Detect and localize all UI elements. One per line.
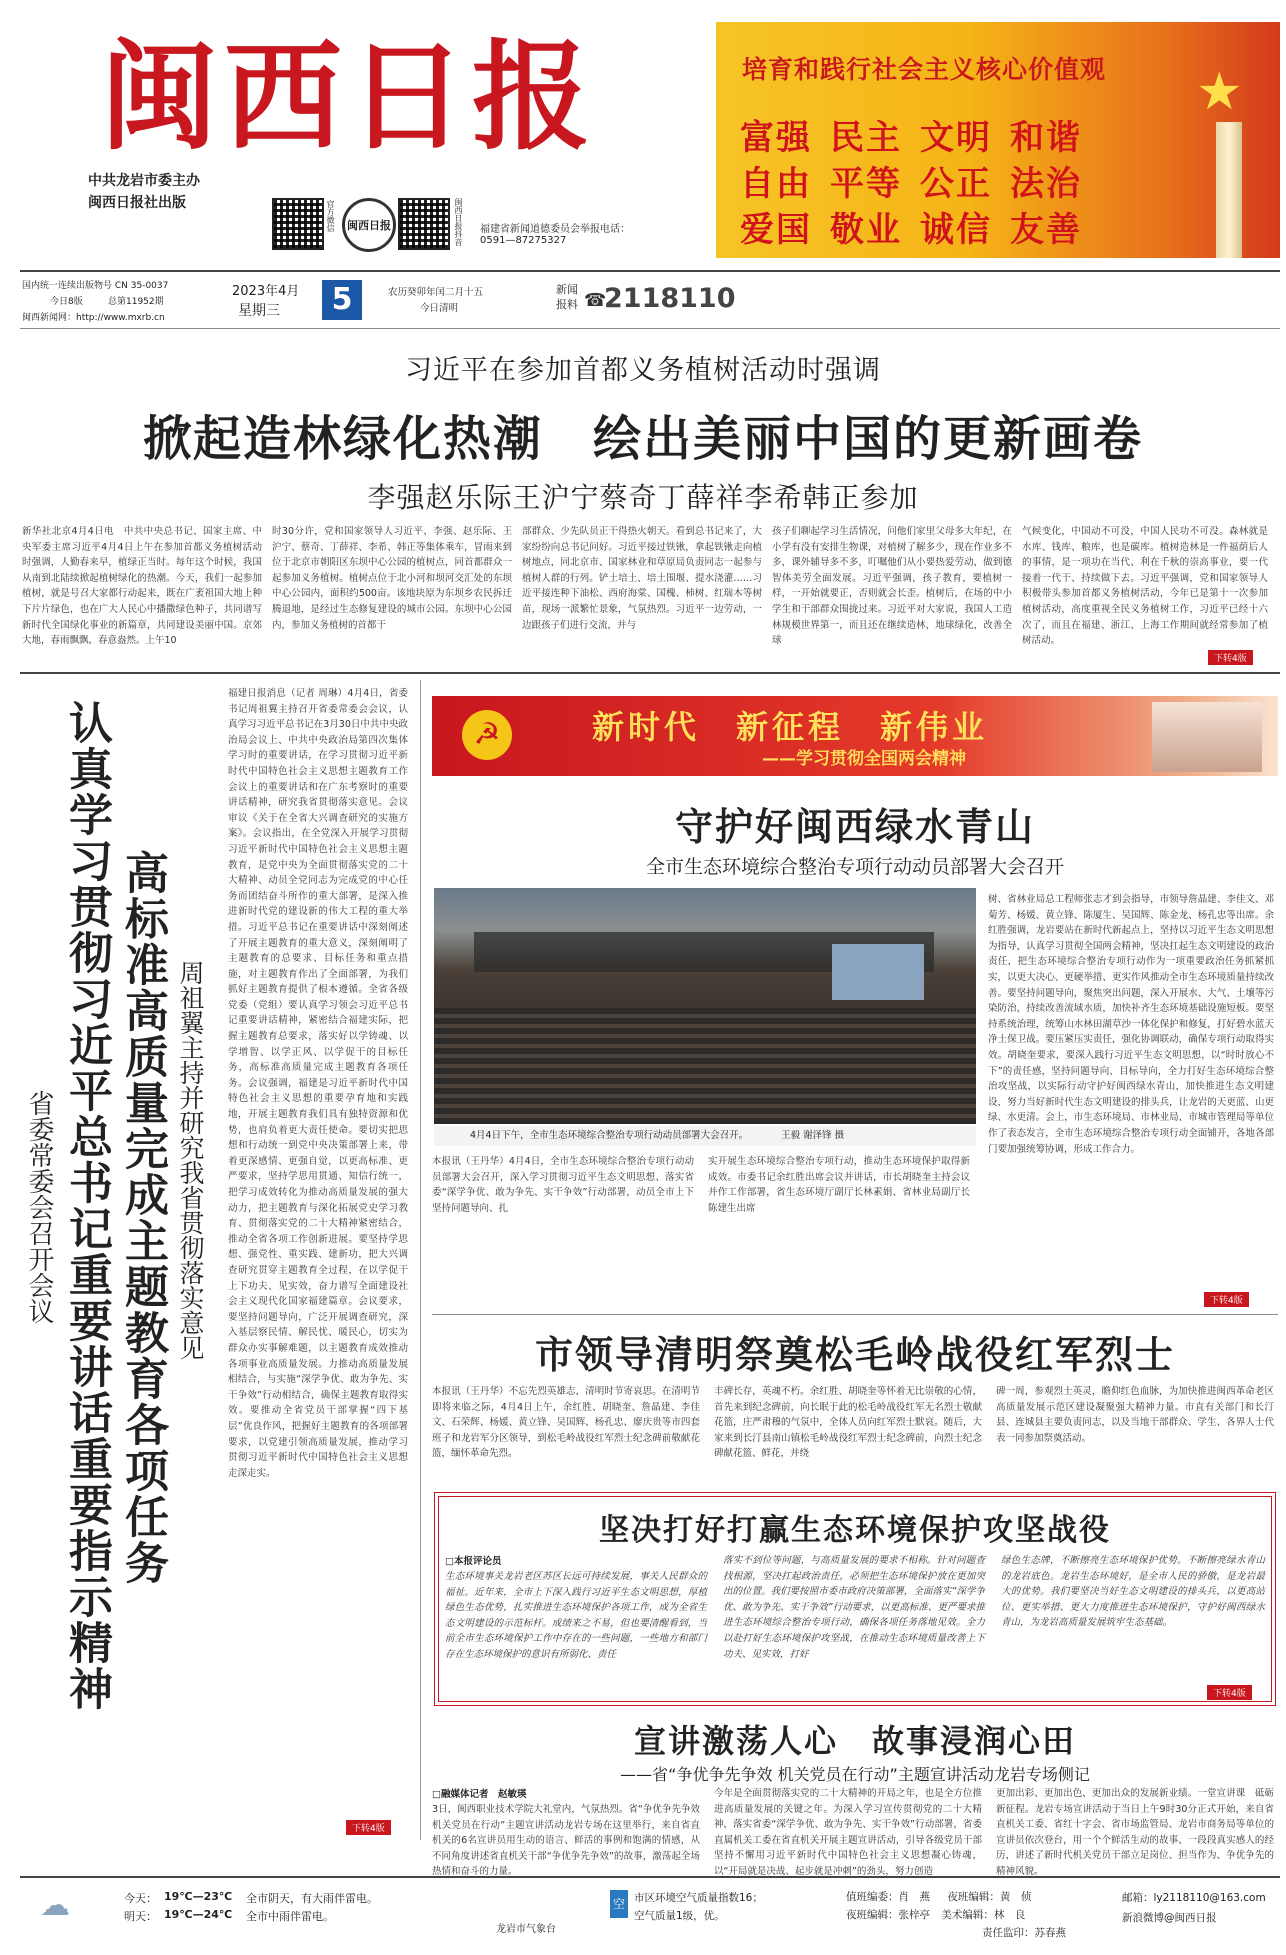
banner-title: 新时代 新征程 新伟业 <box>592 708 989 746</box>
editor-label: 责任监印： <box>982 1927 1035 1939</box>
commentary-col-1: 生态环境事关龙岩老区苏区长远可持续发展，事关人民群众的福祉。近年来，全市上下深入践行习近平生态文明思想，厚植绿色生态优势，扎实推进生态环境保护各项工作，成为全省生态文明建设的示范标杆。成绩来之不易，但也要清醒看到，当前全市生态环境保护工作中存在的一些问题，一些地方和部门存在生态环境保护的意识有所弱化、责任 <box>445 1571 707 1660</box>
date-ym: 2023年4月 <box>232 284 300 299</box>
value-word: 公正 <box>920 164 992 204</box>
editor-row-3 <box>846 1924 1116 1942</box>
values-row-2 <box>740 156 1180 202</box>
photo-screen <box>832 944 924 1000</box>
values-grid <box>740 110 1180 248</box>
lead-col-1: 新华社北京4月4日电 中共中央总书记、国家主席、中央军委主席习近平4月4日上午在参加首都义务植树活动时强调，人勤春来早，植绿正当时。每年这个时候，我国从南到北陆续掀起植树绿化的热潮。今天，我们一起参加植树，就是号召大家都行动起来，既在广袤祖国大地上种下片片绿色，也在广大人民心中播撒绿色种子，共同谱写新时代全国绿化事业的新篇章，共同建设美丽中国。京郊大地，春雨飘飘，春意盎然。上午10 <box>22 526 262 647</box>
email-value[interactable]: ly2118110@163.com <box>1153 1892 1266 1904</box>
value-word: 爱国 <box>740 210 812 250</box>
masthead-title: 闽西日报 <box>100 27 597 166</box>
organizer: 中共龙岩市委主办 <box>88 173 200 189</box>
editor-name: 肖 燕 <box>898 1891 930 1903</box>
photo-audience <box>434 1008 976 1124</box>
editor-row-2 <box>846 1906 1116 1924</box>
value-word: 敬业 <box>830 210 902 250</box>
weather-tomorrow-temp: 19℃—24℃ <box>164 1908 233 1921</box>
weather-source: 龙岩市气象台 <box>496 1924 556 1935</box>
campaign-col-3: 更加出彩、更加出色、更加出众的发展新业绩。一堂宣讲课 砥砺新征程。龙岩专场宣讲活动于当日上午9时30分正式开始，来自省直机关工委、省红十字会、省市场监管局、龙岩市商务局等单位的宣讲员依次登台，用一个个鲜活生动的故事、一段段真实感人的经历，讲述了新时代机关党员干部立足岗位、担当作为、争优争先的精神风貌。 <box>996 1788 1274 1877</box>
photo-credit: 王毅 谢泽锋 摄 <box>781 1130 845 1141</box>
value-word: 自由 <box>740 164 812 204</box>
website: 闽西新闻网：http://www.mxrb.cn <box>22 313 165 323</box>
hotline-label: 福建省新闻道德委员会举报电话： <box>480 224 630 235</box>
qr-code-icon <box>272 198 324 250</box>
commentary-col-2: 落实不到位等问题，与高质量发展的要求不相称。针对问题查找根源，坚决扛起政治责任，必须把生态环境保护放在更加突出的位置。我们要按照市委市政府决策部署，全面落实“深学争优、敢为争先、实干争效”行动要求，以更高标准、更严要求推进生态环境综合整治专项行动，确保各项任务落地见效。全力以赴打好生态环境保护攻坚战，在推动生态环境质量改善上下功夫、见实效，打好 <box>723 1555 985 1660</box>
editor-name: 林 良 <box>993 1909 1026 1921</box>
lead-col-4: 孩子们聊起学习生活情况，问他们家里父母多大年纪，在小学有没有安排生物课，对植树了解多少，现在作业多不多，课外辅导多不多，叮嘱他们从小要热爱劳动，做到德智体美劳全面发展。习近平强调，孩子教育，要植树一样，一开始就要正，否则就会长歪。植树后，在场的中小学生和干部群众围拢过来。习近平对大家说，我国人工造林规模世界第一，而且还在继续造林，地球绿化，改善全球 <box>772 526 1012 647</box>
campaign-col-1: 3日，闽西职业技术学院大礼堂内，气氛热烈。省“争优争先争效 机关党员在行动”主题宣讲活动龙岩专场在这里举行，来自省直机关的6名宣讲员用生动的语言、鲜活的事例和饱满的情感，从不同角度讲述省直机关干部“争优争先争效”的故事，激荡起全场热情和奋斗的力量。 <box>432 1804 700 1878</box>
flag-star-icon: ★ <box>1196 62 1243 122</box>
qr-code-douyin-icon <box>398 198 450 250</box>
photo-caption <box>434 1126 976 1146</box>
campaign-headline: 宣讲激荡人心 故事浸润心田 <box>633 1722 1076 1760</box>
commentary-headline: 坚决打好打赢生态环境保护攻坚战役 <box>599 1513 1111 1548</box>
values-row-1 <box>740 110 1180 156</box>
commentary-col-3: 绿色生态牌，不断擦亮生态环境保护优势。不断擦亮绿水青山的龙岩底色。龙岩生态环境好，是全市人民的骄傲，是龙岩最大的优势。我们要坚决当好生态文明建设的排头兵，以更高站位、更实举措、更大力度推进生态环境保护，守护好闽西绿水青山，为龙岩高质量发展筑牢生态基础。 <box>1001 1555 1265 1629</box>
lead-kicker: 习近平在参加首都义务植树活动时强调 <box>405 355 881 386</box>
green-continued: 下转4版 <box>1204 1292 1249 1307</box>
editor-label: 夜班编辑： <box>846 1909 899 1921</box>
editor-name: 黄 侦 <box>999 1891 1032 1903</box>
memorial-col-2: 丰碑长存，英魂不朽。余红胜、胡晓奎等怀着无比崇敬的心情，首先来到纪念碑前，向长眠于此的松毛岭战役红军无名烈士敬献花篮，庄严肃穆的气氛中，全体人员向红军烈士默哀。随后，大家来到长汀县南山镇松毛岭战役红军烈士纪念碑前，向烈士纪念碑献花篮、鲜花，并绕 <box>714 1386 982 1460</box>
left-headline-2: 高标准高质量完成主题教育各项任务 <box>117 850 168 1586</box>
email-label: 邮箱： <box>1122 1892 1154 1904</box>
contact-email <box>1122 1890 1266 1905</box>
publisher: 闽西日报社出版 <box>88 195 186 211</box>
weather-today-label: 今天： <box>124 1892 157 1905</box>
green-headline: 守护好闽西绿水青山 <box>674 805 1035 849</box>
left-article-body: 福建日报消息（记者 周琳）4月4日，省委书记周祖翼主持召开省委常委会会议，认真学习习近平总书记在3月30日中共中央政治局会议上、中共中央政治局第四次集体学习时的重要讲话，在学习贯彻习近平新时代中国特色社会主义思想主题教育工作会议上的重要讲话和在广东考察时的重要讲话精神，研究我省贯彻落实意见。会议审议《关于在全省大兴调查研究的实施方案》。会议指出，在全党深入开展学习贯彻习近平新时代中国特色社会主义思想主题教育，是党中央为全面贯彻落实党的二十大精神、动员全党同志为完成党的中心任务而团结奋斗所作的重大部署，是深入推进新时代党的建设新的伟大工程的重大举措。习近平总书记在重要讲话中深刻阐述了开展主题教育的重大意义，深刻阐明了主题教育的总要求、目标任务和重点措施，对主题教育作出了全面部署，为我们抓好主题教育提供了根本遵循。全省各级党委（党组）要认真学习领会习近平总书记重要讲话精神，紧密结合福建实际，把握主题教育总要求，落实好以学铸魂、以学增智、以学正风、以学促干的目标任务，高标准高质量完成主题教育各项任务。会议强调，福建是习近平新时代中国特色社会主义思想的重要孕育地和实践地，开展主题教育我们具有独特资源和优势，也肩负着更大责任使命。要切实把思想和行动统一到党中央决策部署上来，带着更深感情、更强自觉，以更高标准、更严要求，坚持学思用贯通、知信行统一，把学习成效转化为推动高质量发展的强大动力，把主题教育与深化拓展党史学习教育、贯彻落实党的二十大精神紧密结合，推动全省各项工作创新进展。要坚持学思想、强党性、重实践、建新功，把大兴调查研究贯穿主题教育全过程，在以学促干上下功夫、见实效，奋力谱写全面建设社会主义现代化国家福建篇章。会议要求，要坚持问题导向，广泛开展调查研究，深入基层察民情、解民忧、暖民心，切实为群众办实事解难题，以主题教育成效推动各项事业高质量发展。力推动高质量发展相结合，与实施“深学争优、敢为争先、实干争效”行动相结合，确保主题教育取得实效。要推动全省党员干部掌握“四下基层”优良作风，把握好主题教育的各项部署要求，以党建引领高质量发展，推动学习贯彻习近平新时代中国特色社会主义思想走深走实。 <box>228 688 408 1479</box>
value-word: 友善 <box>1010 210 1082 250</box>
value-word: 法治 <box>1010 164 1082 204</box>
air-quality-line2: 空气质量1级，优。 <box>634 1910 725 1922</box>
commentary-continued: 下转4版 <box>1207 1685 1252 1700</box>
value-word: 民主 <box>830 118 902 158</box>
page-count: 今日8版 <box>50 297 83 307</box>
memorial-headline: 市领导清明祭奠松毛岭战役红军烈士 <box>534 1333 1175 1377</box>
banner-subtitle: ——学习贯彻全国两会精神 <box>762 749 966 769</box>
logo-badge-label: 闽西日报 <box>347 219 391 232</box>
editor-name: 苏春燕 <box>1034 1927 1066 1939</box>
value-word: 和谐 <box>1010 118 1082 158</box>
weather-today-temp: 19℃—23℃ <box>164 1890 233 1903</box>
monument-image <box>1152 702 1262 772</box>
news-tip-label: 新闻报料 <box>556 283 578 311</box>
green-col-2: 实开展生态环境综合整治专项行动，推动生态环境保护取得新成效。市委书记余红胜出席会议并讲话，市长胡晓奎主持会议并作工作部署，省生态环境厅副厅长林素娟、省林业局副厅长陈建生出席 <box>708 1156 970 1214</box>
left-subhead: 周祖翼主持并研究我省贯彻落实意见 <box>176 960 205 1360</box>
photo-caption-text: 4月4日下午，全市生态环境综合整治专项行动动员部署大会召开。 <box>470 1130 749 1141</box>
issue-number: 总第11952期 <box>108 297 164 307</box>
green-subhead: 全市生态环境综合整治专项行动动员部署大会召开 <box>645 856 1064 878</box>
green-col-1: 本报讯（王丹华）4月4日，全市生态环境综合整治专项行动动员部署大会召开，深入学习贯彻习近平生态文明思想、落实省委“深学争优、敢为争先、实干争效”行动部署，动员全市上下坚持问题导向、扎 <box>432 1156 694 1214</box>
memorial-col-1: 本报讯（王丹华）不忘先烈英雄志，清明时节寄哀思。在清明节即将来临之际，4月4日上午，余红胜、胡晓奎、詹晶建、李佳文、石荣辉、杨媛、黄立锋、吴国辉、杨孔忠、廖庆贵等市四套班子和龙岩军分区领导，到松毛岭战役红军烈士纪念碑前敬献花篮，缅怀革命先烈。 <box>432 1386 700 1460</box>
date-day: 5 <box>322 280 362 320</box>
lead-col-5: 气候变化，中国动不可没，中国人民功不可没。森林就是水库、钱库、粮库，也是碳库。植树造林是一件福荫后人的事情，是一项功在当代、利在千秋的崇高事业，要一代接着一代干、持续做下去。习近平强调，党和国家领导人积极带头参加首都义务植树活动，今年已是第十一次参加植树活动，高度重视全民义务植树工作，习近平已经十六次了，而且在福建、浙江、上海工作期间就经常参加了植树活动。 <box>1022 526 1268 647</box>
editor-label: 夜班编辑： <box>947 1891 1000 1903</box>
commentary-byline: □本报评论员 <box>445 1556 502 1567</box>
campaign-subhead: ——省“争优争先争效 机关党员在行动”主题宣讲活动龙岩专场侧记 <box>620 1765 1090 1784</box>
green-right-text: 树、省林业局总工程师张志才到会指导，市领导詹晶建、李佳文、邓菊芳、杨媛、黄立锋、陈厦生、吴国辉、陈金龙、杨孔忠等出席。余红胜强调，龙岩要站在新时代新起点上，坚持以习近平生态文明思想为指导，认真学习贯彻全国两会精神，坚决扛起生态文明建设的政治责任，把生态环境综合整治专项行动作为一项重要政治任务抓紧抓实，以更大决心、更硬举措、更实作风推动全市生态环境质量持续改善。要坚持问题导向，聚焦突出问题，深入开展水、大气、土壤等污染防治，持续改善流域水质，加快补齐生态环境基础设施短板。要坚持系统治理，统筹山水林田湖草沙一体化保护和修复，打好碧水蓝天净土保卫战。要压紧压实责任，强化协调联动，确保专项行动取得实效。胡晓奎要求，要深入践行习近平生态文明思想，以“时时放心不下”的责任感，坚持问题导向、目标导向，全力打好生态环境综合整治攻坚战，以实际行动守护好闽西绿水青山，加快推进生态文明建设，努力当好新时代生态文明建设的排头兵，让龙岩的天更蓝、山更绿、水更清。会上，市生态环境局、市林业局、市城市管理局等单位作了表态发言，全市生态环境综合整治专项行动全面铺开，各地各部门要加强统筹协调，形成工作合力。 <box>988 894 1274 1155</box>
weibo-account[interactable]: 新浪微博@闽西日报 <box>1122 1912 1217 1924</box>
cn-number: 国内统一连续出版物号 CN 35-0037 <box>22 281 169 291</box>
left-headline-1: 认真学习贯彻习近平总书记重要讲话重要指示精神 <box>61 700 112 1712</box>
lead-continued: 下转4版 <box>1208 650 1253 665</box>
logo-badge-icon <box>342 198 396 252</box>
solar-term: 今日清明 <box>420 303 459 314</box>
lunar-date: 农历癸卯年闰二月十五 <box>388 287 484 298</box>
commentary-box <box>434 1492 1276 1706</box>
qr-caption: 官方微信 <box>326 200 335 232</box>
editor-label: 值班编委： <box>846 1891 899 1903</box>
values-row-3 <box>740 202 1180 248</box>
news-tip-number: 2118110 <box>604 283 736 314</box>
lead-headline: 掀起造林绿化热潮 绘出美丽中国的更新画卷 <box>142 411 1143 467</box>
weather-tomorrow-desc: 全市中雨伴雷电。 <box>246 1910 334 1923</box>
values-heading: 培育和践行社会主义核心价值观 <box>742 55 1107 84</box>
lead-subhead: 李强赵乐际王沪宁蔡奇丁薛祥李希韩正参加 <box>367 481 919 514</box>
hotline-number: 0591—87275327 <box>480 235 567 246</box>
memorial-col-3: 碑一周，参观烈士英灵，瞻仰红色血脉，为加快推进闽西革命老区高质量发展示范区建设凝聚强大精神力量。市直有关部门和长汀县、连城县主要负责同志，以及当地干部群众、学生、各界人士代表一同参加祭奠活动。 <box>996 1386 1274 1444</box>
campaign-col-2: 今年是全面贯彻落实党的二十大精神的开局之年，也是全方位推进高质量发展的关键之年。为深入学习宣传贯彻党的二十大精神，落实省委“深学争优、敢为争先、实干争效”行动部署，省委直属机关工委在省直机关开展主题宣讲活动，引导各级党员干部坚持不懈用习近平新时代中国特色社会主义思想凝心铸魂，以“开局就是决战、起步就是冲刺”的劲头，努力创造 <box>714 1788 982 1877</box>
value-word: 富强 <box>740 118 812 158</box>
value-word: 平等 <box>830 164 902 204</box>
air-quality-line1: 市区环境空气质量指数16； <box>634 1892 763 1904</box>
value-word: 诚信 <box>920 210 992 250</box>
editor-credits <box>846 1888 1116 1942</box>
weather-tomorrow-label: 明天： <box>124 1910 157 1923</box>
weather-cloud-icon: ☁ <box>40 1888 70 1923</box>
air-quality-icon: 空 <box>610 1890 628 1918</box>
party-emblem-icon: ☭ <box>462 710 512 760</box>
meeting-photo <box>434 888 976 1124</box>
campaign-byline: □融媒体记者 赵敏瑛 <box>432 1789 527 1800</box>
weekday: 星期三 <box>238 303 280 319</box>
value-word: 文明 <box>920 118 992 158</box>
left-continued: 下转4版 <box>346 1820 391 1835</box>
phone-icon: ☎ <box>584 290 607 311</box>
editor-label: 美术编辑： <box>941 1909 994 1921</box>
core-values-banner <box>716 22 1280 258</box>
lead-col-3: 部群众、少先队员正干得热火朝天。看到总书记来了，大家纷纷向总书记问好。习近平接过铁锹，拿起铁锹走向植树地点，同北京市、国家林业和草原局负责同志一起参与植树人群的行列。铲土培土、培土围堰、提水浇灌……习近平接连种下油松、西府海棠、国槐、柿树、红瑞木等树苗，现场一派繁忙景象，气氛热烈。习近平一边劳动，一边跟孩子们进行交流，并与 <box>522 526 762 631</box>
qr-caption-douyin: 闽西日报抖音 <box>454 198 463 246</box>
huabiao-pillar-icon <box>1216 122 1242 258</box>
editor-row-1 <box>846 1888 1116 1906</box>
two-sessions-banner <box>432 696 1278 776</box>
left-kicker: 省委常委会召开会议 <box>24 1090 54 1324</box>
weather-today-desc: 全市阴天，有大雨伴雷电。 <box>246 1892 378 1905</box>
editor-name: 张梓亭 <box>898 1909 930 1921</box>
lead-col-2: 时30分许，党和国家领导人习近平、李强、赵乐际、王沪宁、蔡奇、丁薛祥、李希、韩正等集体乘车，冒雨来到位于北京市朝阳区东坝中心公园的植树点，同首都群众一起参加义务植树。植树点位于北小河和坝河交汇处的东坝中心公园内，面积约500亩。该地块原为东坝乡农民拆迁腾退地，是经过生态修复建设的城市公园。东坝中心公园内，参加义务植树的首都干 <box>272 526 512 631</box>
